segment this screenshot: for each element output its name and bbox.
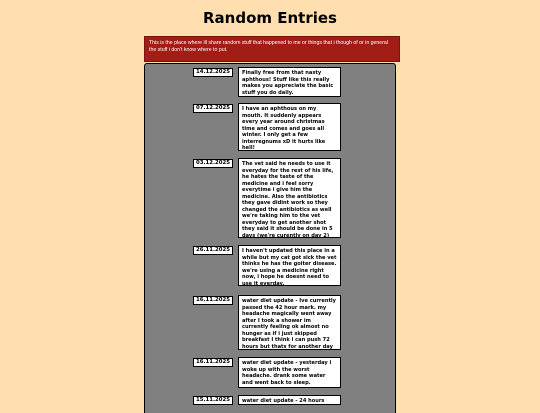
entry-date: 14.12.2025 <box>193 68 233 77</box>
entry-text: I have an aphthous on my mouth. It suddenly appears every year around christmas time and comes and goes all winter. I only get a few interregnums xD it hurts like hell! <box>238 103 341 151</box>
entry-date: 03.12.2025 <box>193 159 233 168</box>
entry-text: The vet said he needs to use it everyday for the rest of his life, he hates the taste of the medicine and i feel sorry everytime i give him the medicine. Also the antibiotics they gave didint work so they changed the antibiotics as well we're taking him to the vet everyday to get another shot they said it should be done in 5 days (we're curently on day 2) <box>238 158 341 238</box>
entry-date: 16.11.2025 <box>193 358 233 367</box>
entry-date: 16.11.2025 <box>193 296 233 305</box>
entry-text: I haven't updated this place in a while but my cat got sick the vet thinks he has the goiter disease. we're using a medicine right now, i hope he doesnt need to use it everday. <box>238 245 341 286</box>
entry-date: 15.11.2025 <box>193 396 233 405</box>
entry-text: water diet update - yesterday i woke up with the worst headache. drank some water and went back to sleep. <box>238 357 341 388</box>
entry-text: water diet update - 24 hours <box>238 395 341 405</box>
entry-text: water diet update - Ive currently passed the 42 hour mark. my headache magically went away after I took a shower im currently feeling ok almost no hunger as if i just skipped breakfast I think i can push 72 hours but thats for another day <box>238 295 341 350</box>
entry-date: 07.12.2025 <box>193 104 233 113</box>
page-title: Random Entries <box>203 9 337 27</box>
entry-text: Finally free from that nasty aphthous! Stuff like this really makes you appreciate the basic stuff you do daily. <box>238 67 341 97</box>
intro-banner: This is the place where ill share random stuff that happened to me or things that i though of or in general the stuff i don't know where to put. <box>144 36 400 62</box>
entry-date: 26.11.2025 <box>193 246 233 255</box>
